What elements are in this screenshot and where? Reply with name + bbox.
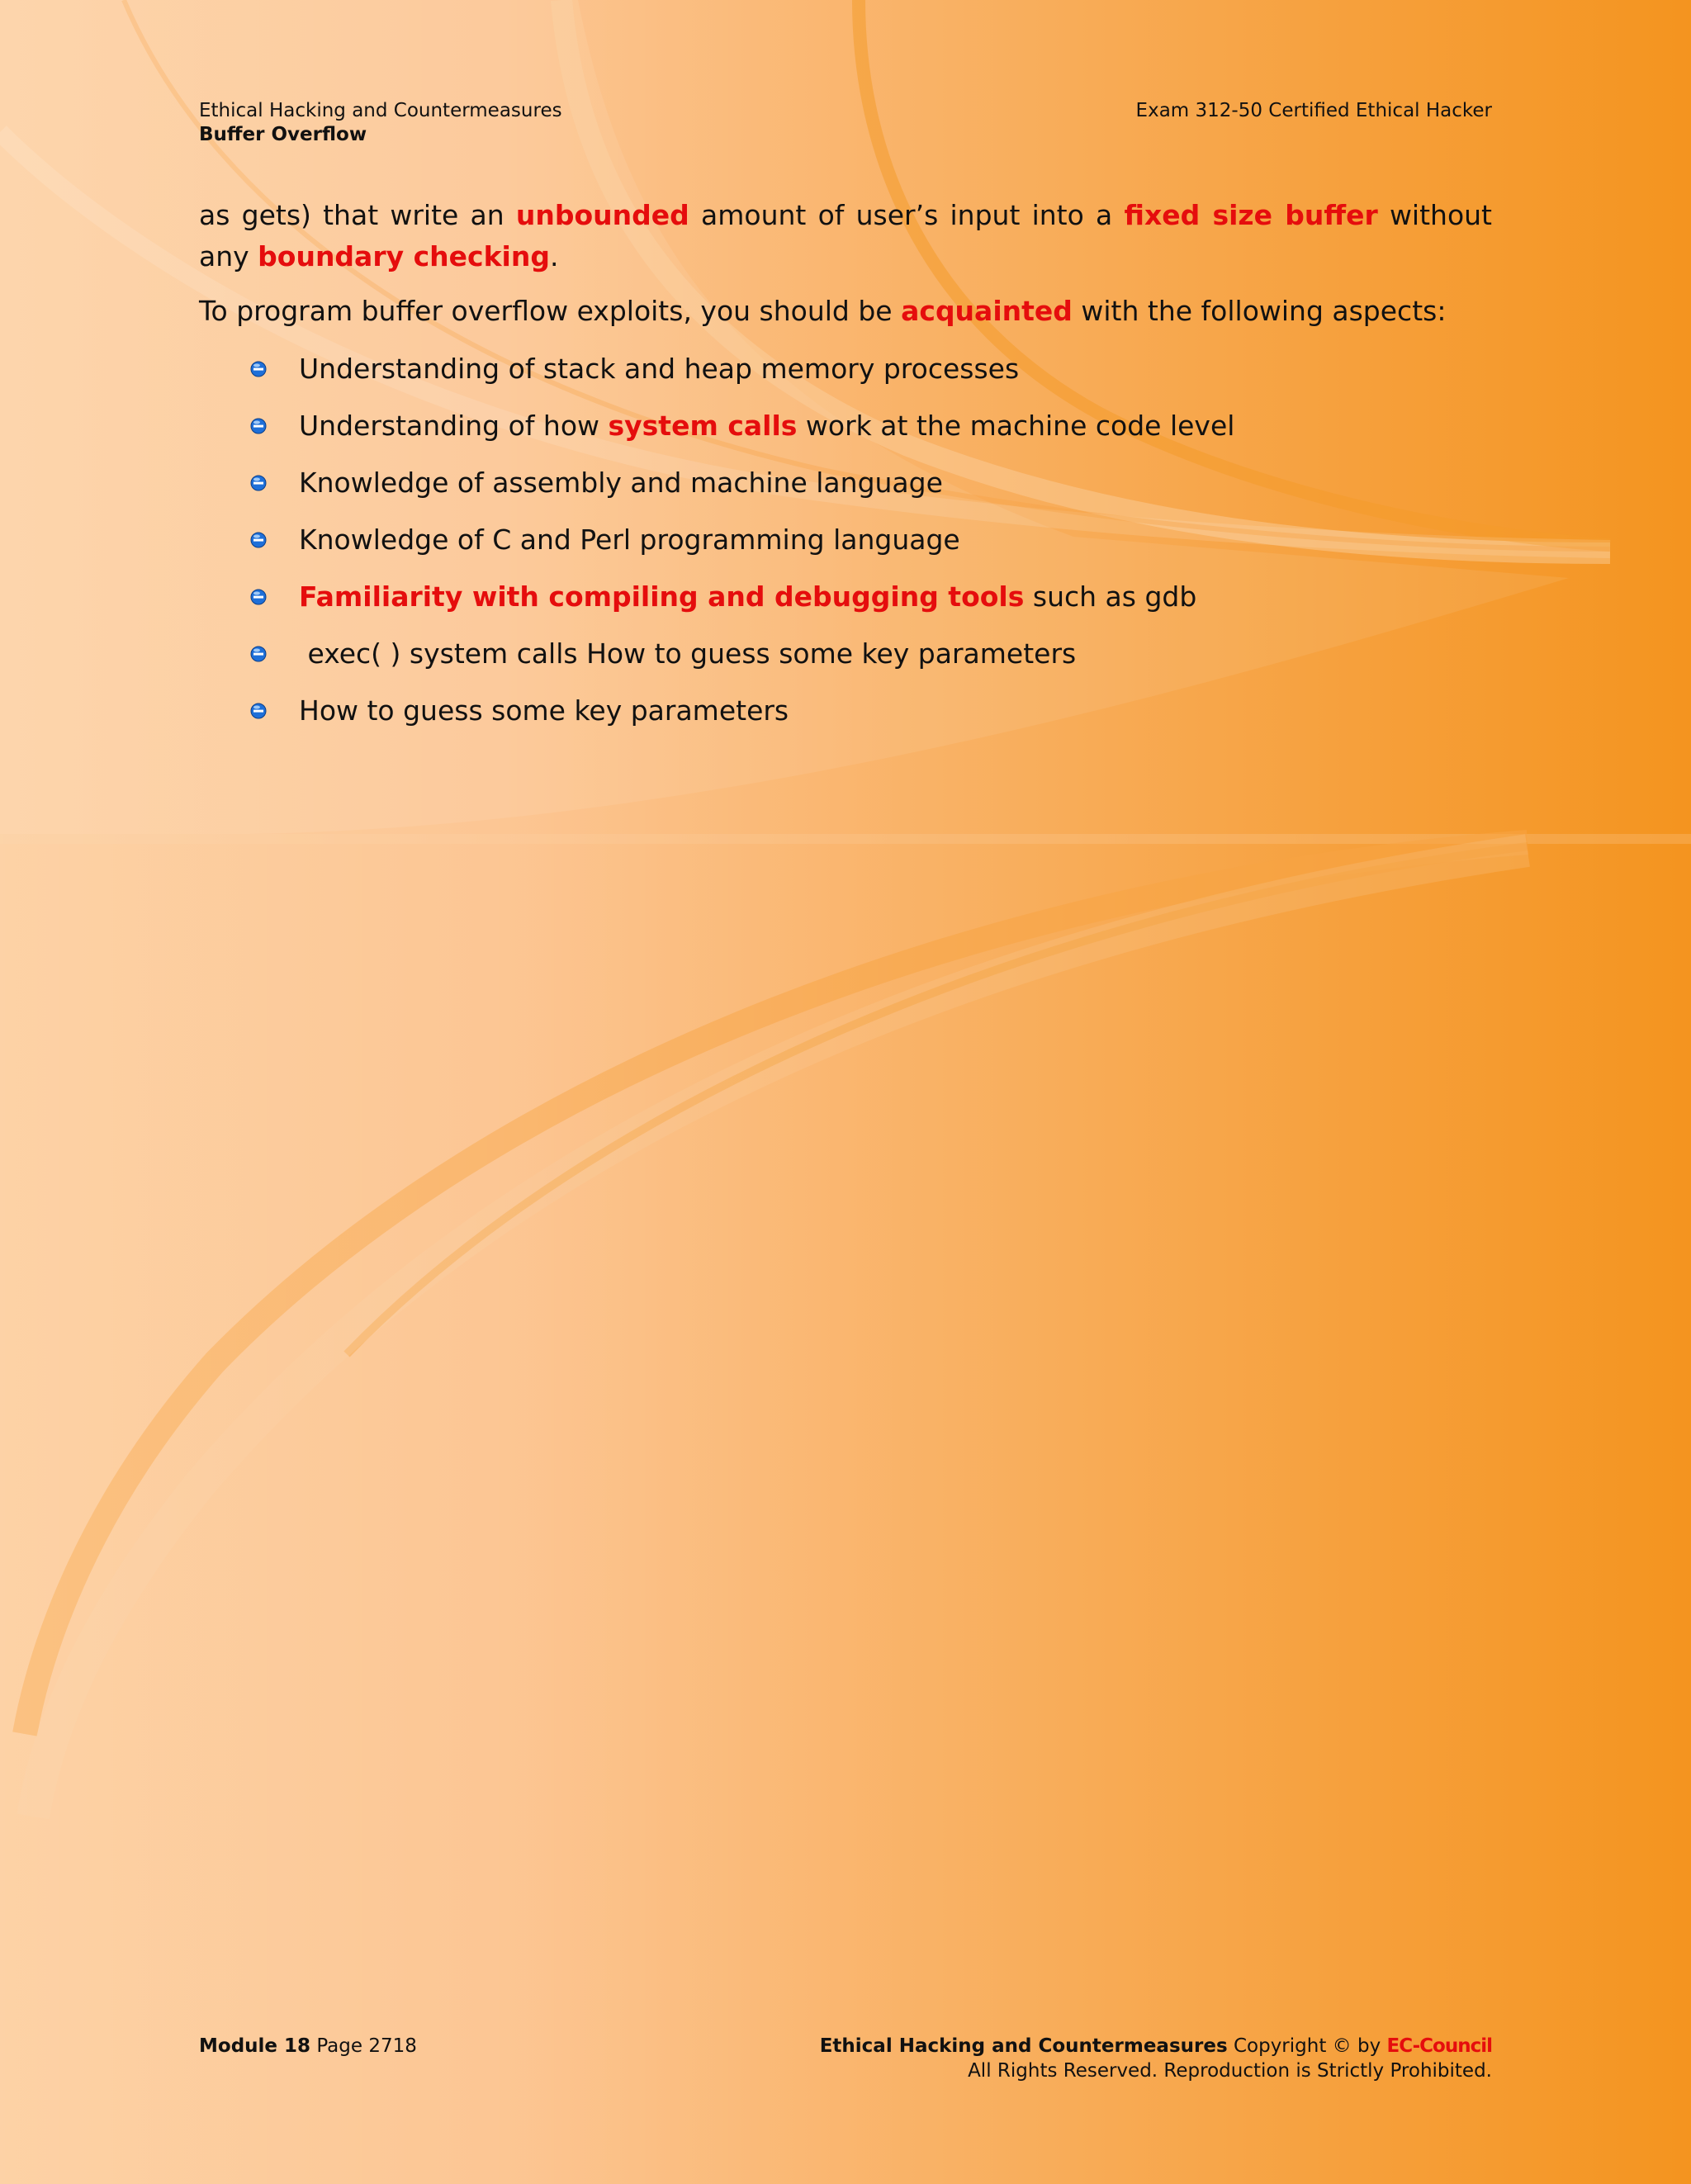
highlight-system-calls: system calls bbox=[608, 410, 798, 442]
list-item-text: such as gdb bbox=[1024, 580, 1197, 613]
list-item bbox=[199, 690, 1492, 732]
header-left bbox=[199, 99, 562, 147]
header-right bbox=[1136, 99, 1492, 123]
list-item bbox=[199, 348, 1492, 390]
blue-bullet-icon bbox=[250, 418, 267, 434]
list-item-text: Understanding of stack and heap memory processes bbox=[299, 353, 1020, 385]
aspects-intro-paragraph bbox=[199, 291, 1492, 332]
text-run: without any bbox=[199, 199, 1492, 272]
footer-copyright-line bbox=[820, 2034, 1492, 2058]
text-run: as gets) that write an bbox=[199, 199, 516, 231]
list-item-text: Understanding of how bbox=[299, 410, 609, 442]
footer-page-label: Page 2718 bbox=[316, 2035, 417, 2057]
highlight-fixed-size-buffer: fixed size buffer bbox=[1124, 199, 1378, 231]
blue-bullet-icon bbox=[250, 475, 267, 491]
highlight-acquainted: acquainted bbox=[901, 295, 1073, 327]
header-exam-title: Exam 312-50 Certified Ethical Hacker bbox=[1135, 100, 1492, 121]
intro-paragraph bbox=[199, 195, 1492, 277]
text-run: with the following aspects: bbox=[1072, 295, 1447, 327]
highlight-unbounded: unbounded bbox=[515, 199, 689, 231]
highlight-familiarity-tools: Familiarity with compiling and debugging tools bbox=[299, 580, 1025, 613]
footer-copyright-title: Ethical Hacking and Countermeasures bbox=[819, 2035, 1228, 2057]
ec-council-logo: EC-Council bbox=[1386, 2035, 1492, 2057]
list-item bbox=[199, 633, 1492, 675]
list-item bbox=[199, 576, 1492, 618]
list-item-text: Knowledge of assembly and machine language bbox=[299, 467, 943, 499]
blue-bullet-icon bbox=[250, 589, 267, 605]
text-run: To program buffer overflow exploits, you should be bbox=[199, 295, 902, 327]
list-item bbox=[199, 519, 1492, 561]
aspects-list bbox=[199, 348, 1492, 732]
list-item-text: Knowledge of C and Perl programming language bbox=[299, 523, 960, 556]
list-item-text: How to guess some key parameters bbox=[299, 694, 789, 727]
page-content bbox=[199, 195, 1492, 747]
footer-copyright bbox=[820, 2034, 1492, 2083]
blue-bullet-icon bbox=[250, 532, 267, 548]
footer-rights: All Rights Reserved. Reproduction is Strictly Prohibited. bbox=[968, 2060, 1492, 2082]
blue-bullet-icon bbox=[250, 361, 267, 377]
list-item-text: exec( ) system calls How to guess some key parameters bbox=[299, 637, 1077, 670]
header-module-title: Buffer Overflow bbox=[199, 124, 367, 145]
footer-module-label: Module 18 bbox=[199, 2035, 311, 2057]
header-course-title: Ethical Hacking and Countermeasures bbox=[199, 100, 562, 121]
list-item bbox=[199, 462, 1492, 504]
text-run: amount of user’s input into a bbox=[689, 199, 1125, 231]
highlight-boundary-checking: boundary checking bbox=[258, 240, 550, 272]
text-run: . bbox=[549, 240, 559, 272]
blue-bullet-icon bbox=[250, 646, 267, 662]
footer-copyright-text: Copyright © by bbox=[1233, 2035, 1381, 2057]
blue-bullet-icon bbox=[250, 703, 267, 719]
footer-page-info bbox=[199, 2034, 417, 2058]
list-item-text: work at the machine code level bbox=[797, 410, 1235, 442]
list-item bbox=[199, 405, 1492, 447]
